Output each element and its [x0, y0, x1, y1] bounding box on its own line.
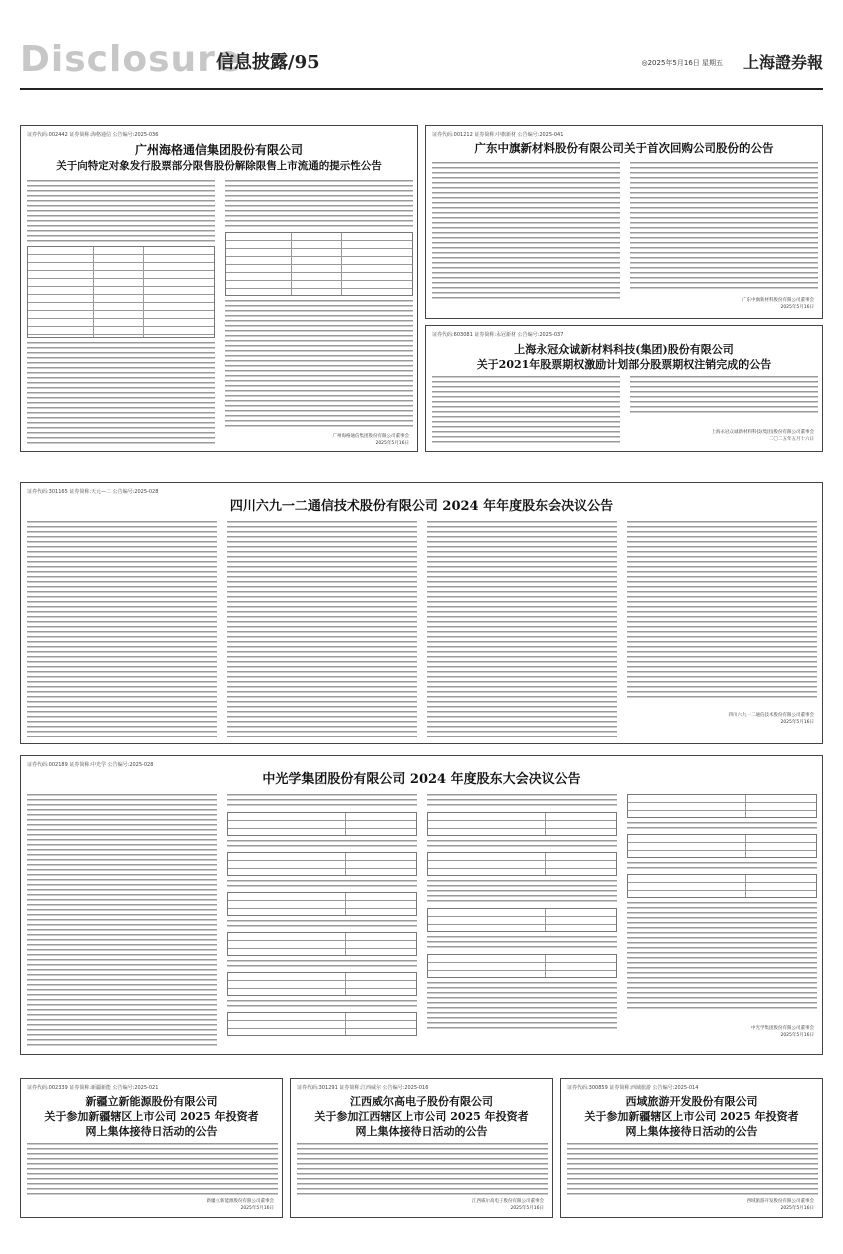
vote-table — [227, 1012, 417, 1036]
article-signature: 中光学集团股份有限公司董事会 2025年5月16日 — [751, 1026, 814, 1038]
body-text — [427, 840, 617, 848]
body-text — [427, 982, 617, 1032]
article-codes: 证券代码:002189 证券简称:中光学 公告编号:2025-028 — [27, 762, 154, 768]
body-text — [427, 880, 617, 904]
article-signature: 江西威尔高电子股份有限公司董事会 2025年5月16日 — [472, 1199, 544, 1211]
article-title-line2: 关于参加新疆辖区上市公司 2025 年投资者 — [44, 1110, 259, 1123]
body-text — [427, 794, 617, 808]
article-xinjiang-lixin — [20, 1078, 283, 1218]
article-signature: 广州海格通信集团股份有限公司董事会 2025年5月16日 — [332, 434, 409, 446]
article-signature: 西域旅游开发股份有限公司董事会 2025年5月16日 — [746, 1199, 814, 1211]
vote-table — [627, 874, 817, 898]
vote-table — [227, 892, 417, 916]
body-text — [27, 342, 215, 446]
body-text — [225, 300, 413, 428]
article-codes: 证券代码:301165 证券简称:天元—二 公告编号:2025-028 — [27, 489, 159, 495]
newspaper-logo: 上海證券報 — [742, 53, 823, 72]
article-zhongguangxue — [20, 755, 823, 1055]
body-text — [227, 920, 417, 928]
vote-table — [227, 972, 417, 996]
body-text — [627, 521, 817, 699]
body-text — [432, 376, 620, 446]
article-title: 西域旅游开发股份有限公司 — [625, 1095, 758, 1108]
article-title: 江西威尔高电子股份有限公司 — [350, 1095, 493, 1108]
article-codes: 证券代码:603081 证券简称:永冠新材 公告编号:2025-037 — [432, 332, 564, 338]
body-text — [225, 180, 413, 228]
article-title: 上海永冠众诚新材料科技(集团)股份有限公司 — [514, 343, 734, 356]
article-jiangxi-weier — [290, 1078, 553, 1218]
body-text — [227, 1000, 417, 1008]
article-title: 新疆立新能源股份有限公司 — [85, 1095, 218, 1108]
article-title-line3: 网上集体接待日活动的公告 — [355, 1125, 488, 1138]
body-text — [627, 822, 817, 830]
article-title-line2: 关于参加新疆辖区上市公司 2025 年投资者 — [584, 1110, 799, 1123]
article-guangdong-zhongqi — [425, 125, 823, 319]
body-text — [227, 840, 417, 848]
article-guangzhou-haige — [20, 125, 418, 452]
article-title-line2: 关于参加江西辖区上市公司 2025 年投资者 — [314, 1110, 529, 1123]
vote-table — [627, 834, 817, 858]
article-shanghai-yongguan — [425, 325, 823, 452]
body-text — [427, 936, 617, 950]
article-title-line2: 关于向特定对象发行股票部分限售股份解除限售上市流通的提示性公告 — [56, 160, 382, 172]
body-text — [27, 180, 215, 242]
body-text — [630, 162, 818, 292]
article-codes: 证券代码:002339 证券简称:新疆新能 公告编号:2025-021 — [27, 1085, 159, 1091]
article-title-line3: 网上集体接待日活动的公告 — [625, 1125, 758, 1138]
body-text — [297, 1143, 548, 1195]
article-signature: 新疆立新能源股份有限公司董事会 2025年5月16日 — [206, 1199, 274, 1211]
body-text — [27, 794, 217, 1046]
disclosure-wordmark: Disclosure — [20, 39, 242, 80]
vote-table — [627, 794, 817, 818]
section-title: 信息披露/95 — [216, 52, 320, 73]
data-table — [225, 232, 413, 296]
body-text — [27, 521, 217, 737]
body-text — [27, 1143, 278, 1195]
body-text — [567, 1143, 818, 1195]
article-codes: 证券代码:002442 证券简称:海格通信 公告编号:2025-036 — [27, 132, 159, 138]
body-text — [627, 862, 817, 870]
article-xiyu-tourism — [560, 1078, 823, 1218]
article-title-line2: 关于2021年股票期权激励计划部分股票期权注销完成的公告 — [476, 358, 772, 371]
body-text — [427, 521, 617, 737]
body-text — [227, 880, 417, 888]
article-title: 四川六九一二通信技术股份有限公司 2024 年年度股东会决议公告 — [229, 499, 614, 514]
article-codes: 证券代码:001212 证券简称:中旗新材 公告编号:2025-041 — [432, 132, 564, 138]
vote-table — [427, 908, 617, 932]
article-title: 中光学集团股份有限公司 2024 年度股东大会决议公告 — [262, 772, 581, 787]
article-codes: 证券代码:301291 证券简称:江西威尔 公告编号:2025-016 — [297, 1085, 429, 1091]
vote-table — [427, 852, 617, 876]
page-header — [20, 38, 823, 86]
article-title: 广东中旗新材料股份有限公司关于首次回购公司股份的公告 — [474, 141, 774, 155]
body-text — [630, 376, 818, 416]
vote-table — [427, 812, 617, 836]
body-text — [627, 902, 817, 1012]
body-text — [227, 960, 417, 968]
body-text — [432, 162, 620, 302]
article-title: 广州海格通信集团股份有限公司 — [134, 143, 303, 157]
body-text — [227, 521, 417, 737]
vote-table — [227, 812, 417, 836]
issue-date: ◎2025年5月16日 星期五 — [641, 59, 723, 67]
data-table — [27, 246, 215, 338]
vote-table — [227, 852, 417, 876]
header-rule — [20, 88, 823, 90]
article-signature: 四川六九一二通信技术股份有限公司董事会 2025年5月16日 — [728, 713, 814, 725]
article-title-line3: 网上集体接待日活动的公告 — [85, 1125, 218, 1138]
article-signature: 广东中旗新材料股份有限公司董事会 2025年5月16日 — [742, 298, 814, 310]
vote-table — [427, 954, 617, 978]
article-signature: 上海永冠众诚新材料科技(集团)股份有限公司董事会 二〇二五年五月十六日 — [711, 430, 814, 442]
body-text — [227, 794, 417, 808]
vote-table — [227, 932, 417, 956]
article-codes: 证券代码:300859 证券简称:西域旅游 公告编号:2025-014 — [567, 1085, 699, 1091]
article-sichuan-6912 — [20, 482, 823, 744]
